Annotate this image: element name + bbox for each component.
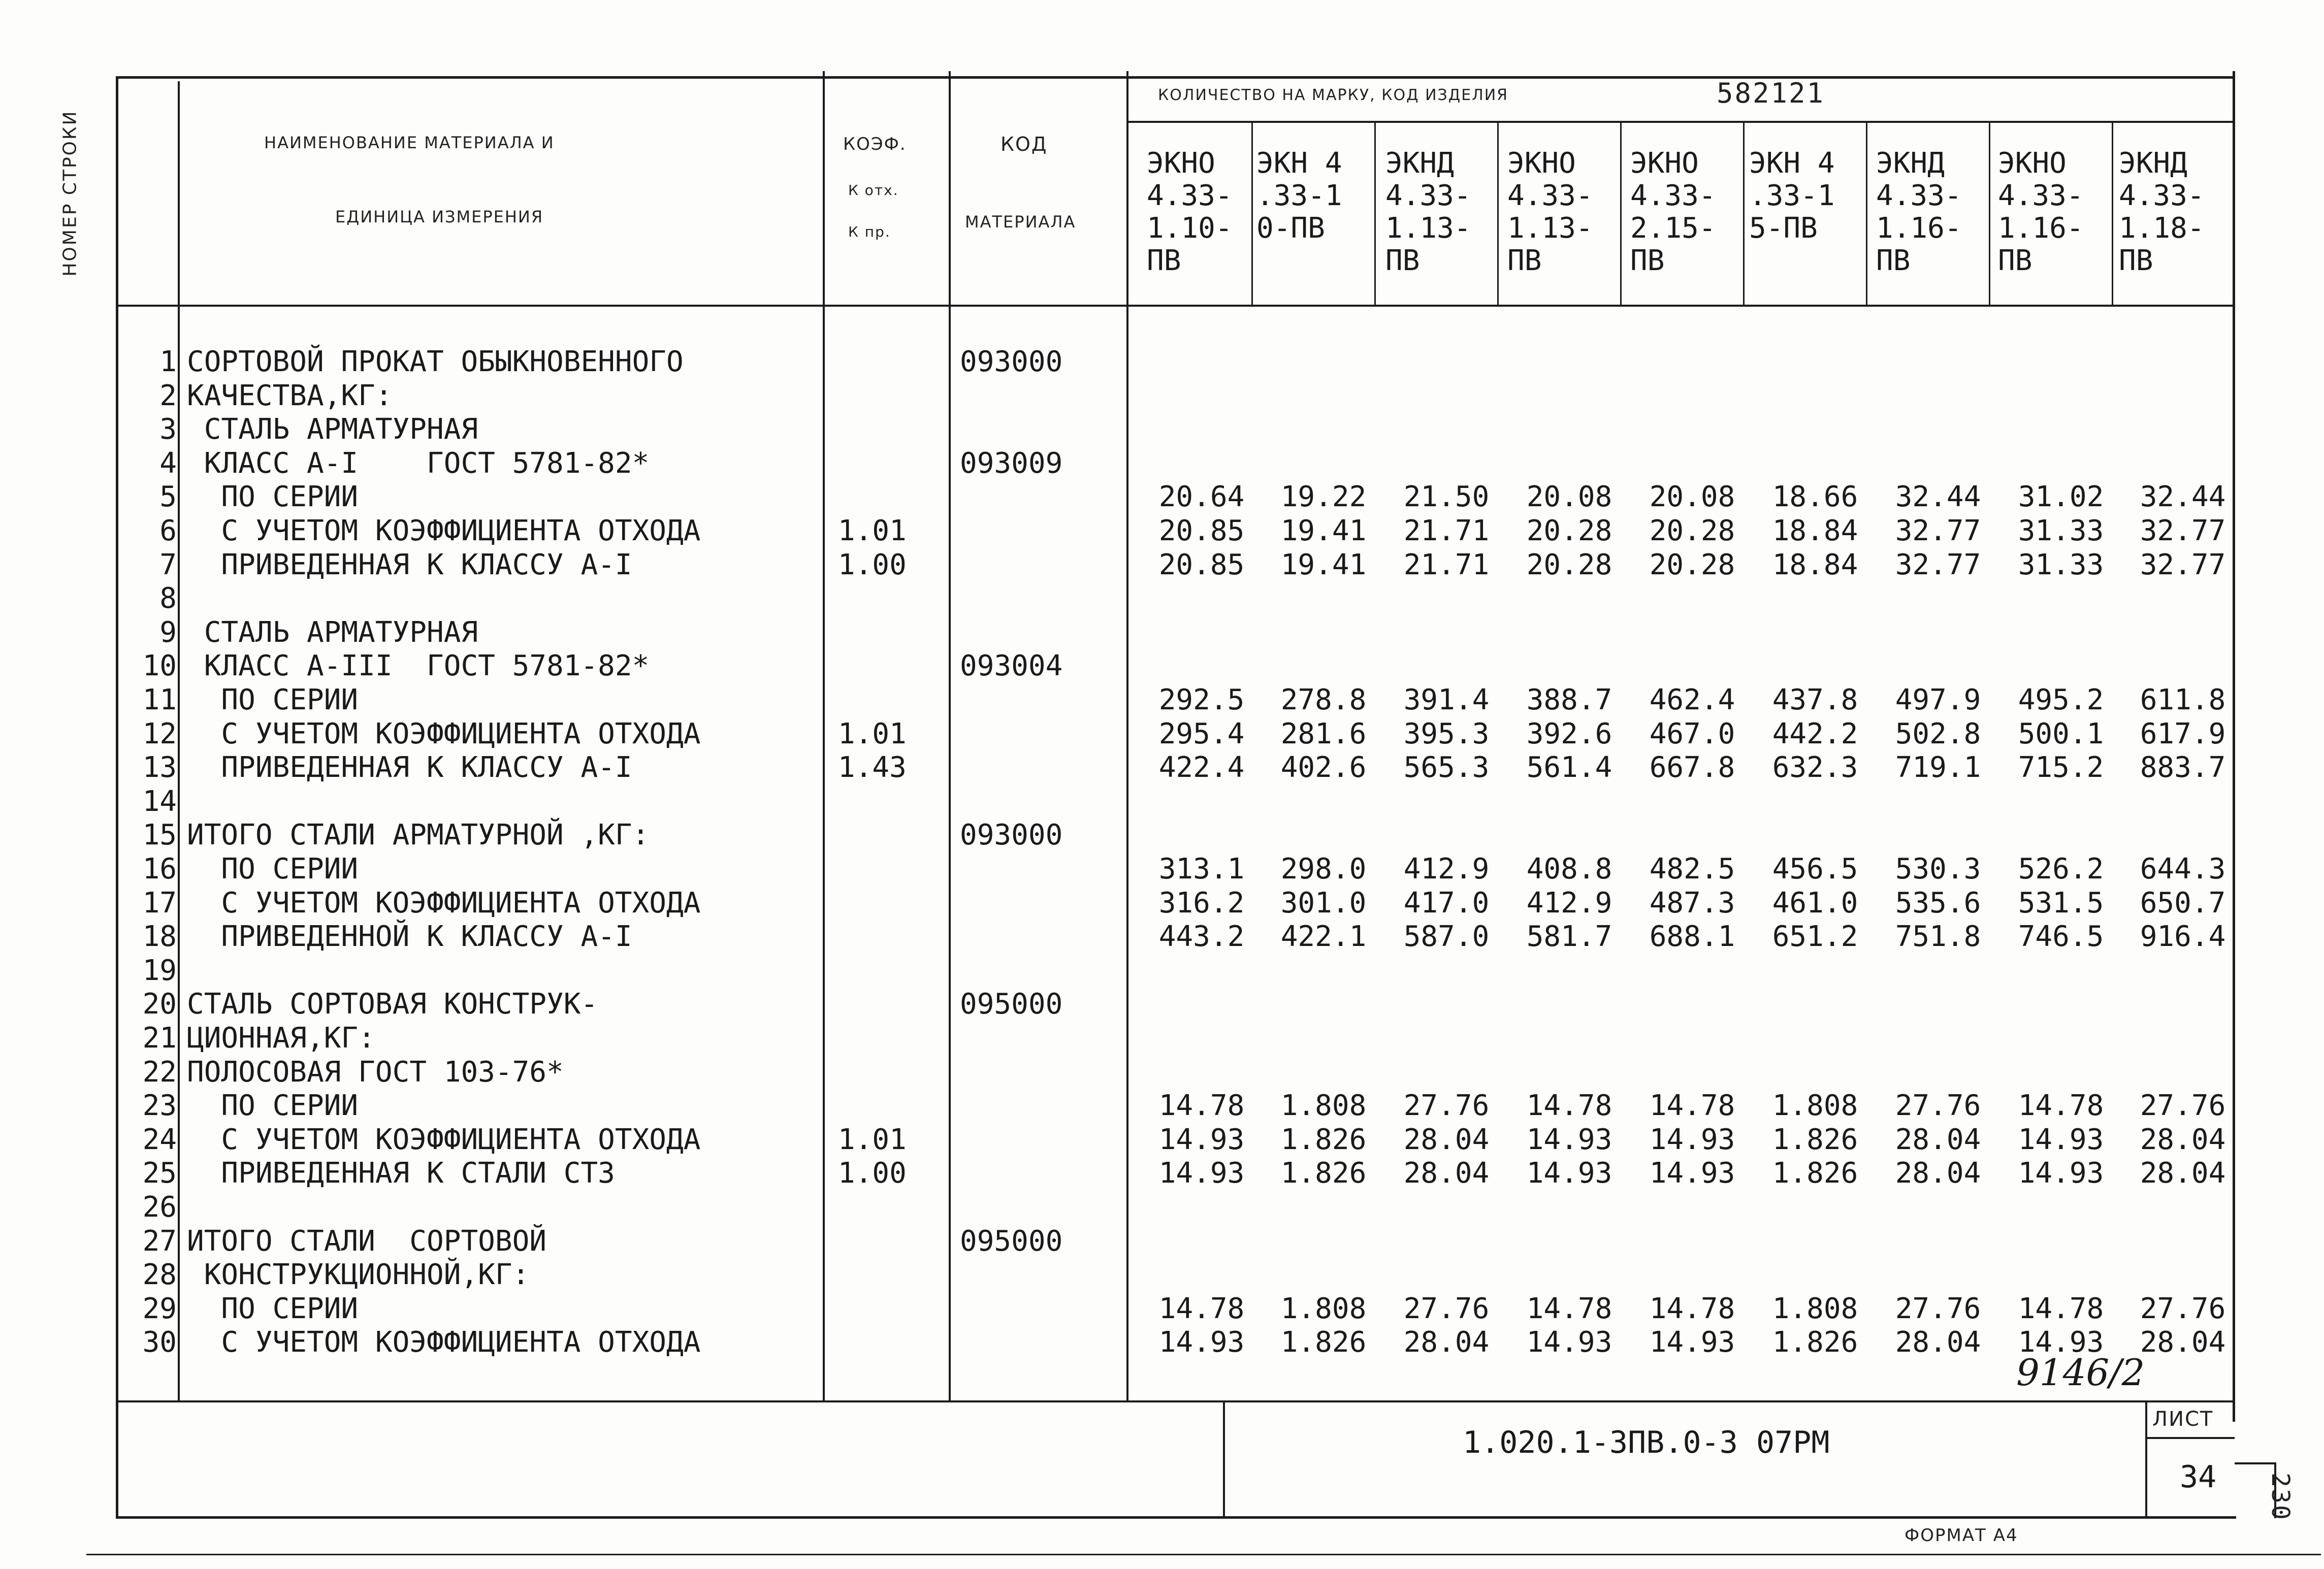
row-value-col-7: 28.04	[1895, 1326, 1981, 1359]
row-number: 19	[142, 954, 177, 987]
val-col-sep-1	[1251, 122, 1253, 306]
row-number: 26	[142, 1191, 177, 1224]
row-value-col-8: 526.2	[2018, 853, 2104, 886]
val-col-sep-6	[1866, 122, 1867, 306]
row-number: 30	[142, 1326, 177, 1359]
row-number: 2	[159, 379, 177, 412]
row-material-name: С УЧЕТОМ КОЭФФИЦИЕНТА ОТХОДА	[187, 887, 701, 920]
row-value-col-6: 1.808	[1772, 1292, 1858, 1325]
row-number: 11	[142, 683, 177, 716]
code-header-line1: КОД	[1000, 133, 1048, 155]
row-value-col-7: 28.04	[1895, 1157, 1981, 1190]
col-sep-code	[1126, 71, 1128, 1401]
row-material-code: 093004	[960, 649, 1063, 682]
val-col-sep-3	[1497, 122, 1499, 306]
column-header-4: ЭКНО 4.33- 1.13- ПВ	[1507, 147, 1593, 277]
column-header-7: ЭКНД 4.33- 1.16- ПВ	[1876, 147, 1962, 277]
row-value-col-7: 497.9	[1895, 683, 1981, 716]
row-material-name: СТАЛЬ АРМАТУРНАЯ	[187, 616, 478, 649]
row-number: 27	[142, 1225, 177, 1258]
row-value-col-4: 14.93	[1526, 1157, 1612, 1190]
row-value-col-5: 20.08	[1649, 480, 1735, 513]
val-col-sep-7	[1989, 122, 1990, 306]
row-value-col-3: 27.76	[1403, 1089, 1490, 1122]
row-value-col-9: 32.77	[2140, 514, 2226, 547]
table-bottom-line	[117, 1400, 2235, 1402]
row-value-col-4: 581.7	[1526, 920, 1612, 953]
row-coefficient: 1.01	[838, 1123, 907, 1156]
row-number: 20	[142, 988, 177, 1021]
row-value-col-7: 28.04	[1895, 1123, 1981, 1156]
row-material-name: ПРИВЕДЕННАЯ К КЛАССУ А-I	[187, 548, 632, 581]
row-value-col-6: 18.84	[1772, 548, 1858, 581]
product-code: 582121	[1717, 77, 1825, 109]
row-material-name: ПОЛОСОВАЯ ГОСТ 103-76*	[187, 1056, 564, 1089]
column-header-1: ЭКНО 4.33- 1.10- ПВ	[1147, 147, 1233, 277]
row-value-col-9: 28.04	[2140, 1157, 2226, 1190]
sheet-number: 34	[2180, 1459, 2217, 1495]
row-value-col-1: 313.1	[1158, 853, 1245, 886]
column-header-8: ЭКНО 4.33- 1.16- ПВ	[1998, 147, 2084, 277]
row-material-name: СТАЛЬ АРМАТУРНАЯ	[187, 413, 478, 446]
row-value-col-8: 715.2	[2018, 751, 2104, 784]
row-value-col-5: 20.28	[1649, 514, 1735, 547]
row-value-col-8: 31.33	[2018, 548, 2104, 581]
row-value-col-8: 31.33	[2018, 514, 2104, 547]
row-value-col-2: 278.8	[1280, 683, 1367, 716]
row-value-col-4: 392.6	[1526, 717, 1612, 750]
row-value-col-3: 21.71	[1403, 514, 1490, 547]
row-material-name: ПО СЕРИИ	[187, 1292, 359, 1325]
row-value-col-7: 32.44	[1895, 480, 1981, 513]
row-value-col-9: 644.3	[2140, 853, 2226, 886]
val-col-sep-5	[1743, 122, 1745, 306]
row-value-col-2: 298.0	[1280, 853, 1367, 886]
row-value-col-4: 20.28	[1526, 548, 1612, 581]
row-material-name: СТАЛЬ СОРТОВАЯ КОНСТРУК-	[187, 988, 598, 1021]
row-value-col-5: 14.93	[1649, 1123, 1735, 1156]
coef-header-line3: К пр.	[848, 223, 891, 240]
row-value-col-9: 28.04	[2140, 1123, 2226, 1156]
row-value-col-8: 500.1	[2018, 717, 2104, 750]
quantity-header-label: КОЛИЧЕСТВО НА МАРКУ, КОД ИЗДЕЛИЯ	[1158, 86, 1509, 104]
row-value-col-5: 482.5	[1649, 853, 1735, 886]
row-value-col-3: 391.4	[1403, 683, 1490, 716]
row-material-name: С УЧЕТОМ КОЭФФИЦИЕНТА ОТХОДА	[187, 514, 701, 547]
row-value-col-9: 27.76	[2140, 1089, 2226, 1122]
row-value-col-7: 502.8	[1895, 717, 1981, 750]
row-value-col-9: 916.4	[2140, 920, 2226, 953]
row-material-name: КАЧЕСТВА,КГ:	[187, 379, 393, 412]
row-material-name: ПО СЕРИИ	[187, 1089, 359, 1122]
row-value-col-9: 28.04	[2140, 1326, 2226, 1359]
row-value-col-8: 14.93	[2018, 1326, 2104, 1359]
row-number: 13	[142, 751, 177, 784]
row-material-name: ПРИВЕДЕННАЯ К СТАЛИ СТ3	[187, 1157, 615, 1190]
val-col-sep-8	[2112, 122, 2113, 306]
name-header-line1: НАИМЕНОВАНИЕ МАТЕРИАЛА И	[264, 133, 555, 152]
row-value-col-3: 27.76	[1403, 1292, 1490, 1325]
row-coefficient: 1.01	[838, 717, 907, 750]
row-material-name: ПО СЕРИИ	[187, 853, 359, 886]
footer-left-line	[116, 1401, 118, 1518]
row-value-col-5: 14.78	[1649, 1292, 1735, 1325]
row-value-col-4: 388.7	[1526, 683, 1612, 716]
row-value-col-7: 32.77	[1895, 548, 1981, 581]
row-number: 10	[142, 649, 177, 682]
row-value-col-4: 20.08	[1526, 480, 1612, 513]
coef-header-line2: К отх.	[848, 182, 899, 199]
row-material-name: ИТОГО СТАЛИ АРМАТУРНОЙ ,КГ:	[187, 819, 650, 852]
quantity-header-line	[1127, 121, 2235, 123]
row-material-name: ПО СЕРИИ	[187, 683, 359, 716]
row-material-name: С УЧЕТОМ КОЭФФИЦИЕНТА ОТХОДА	[187, 1123, 701, 1156]
row-value-col-1: 443.2	[1158, 920, 1245, 953]
row-value-col-7: 530.3	[1895, 853, 1981, 886]
row-material-code: 095000	[960, 988, 1063, 1021]
row-value-col-1: 20.85	[1158, 548, 1245, 581]
row-number: 7	[159, 548, 177, 581]
row-number: 15	[142, 819, 177, 852]
val-col-sep-2	[1374, 122, 1376, 306]
row-number: 21	[142, 1022, 177, 1055]
row-material-code: 093009	[960, 447, 1063, 480]
row-value-col-3: 21.71	[1403, 548, 1490, 581]
row-material-name: С УЧЕТОМ КОЭФФИЦИЕНТА ОТХОДА	[187, 1326, 701, 1359]
row-number: 28	[142, 1258, 177, 1291]
row-number: 3	[159, 413, 177, 446]
code-header-line2: МАТЕРИАЛА	[965, 212, 1076, 232]
row-value-col-8: 14.78	[2018, 1089, 2104, 1122]
row-number: 24	[142, 1123, 177, 1156]
footer-doccode-left	[1223, 1401, 1225, 1517]
row-value-col-3: 417.0	[1403, 887, 1490, 920]
row-value-col-1: 14.93	[1158, 1123, 1245, 1156]
row-value-col-8: 14.78	[2018, 1292, 2104, 1325]
row-material-code: 095000	[960, 1225, 1063, 1258]
name-header-line2: ЕДИНИЦА ИЗМЕРЕНИЯ	[335, 207, 544, 226]
row-number: 4	[159, 447, 177, 480]
column-header-5: ЭКНО 4.33- 2.15- ПВ	[1630, 147, 1716, 277]
row-value-col-2: 19.41	[1280, 514, 1367, 547]
row-value-col-1: 292.5	[1158, 683, 1245, 716]
row-value-col-9: 650.7	[2140, 887, 2226, 920]
row-number: 18	[142, 920, 177, 953]
row-value-col-8: 531.5	[2018, 887, 2104, 920]
row-value-col-5: 14.93	[1649, 1157, 1735, 1190]
row-value-col-1: 316.2	[1158, 887, 1245, 920]
row-value-col-3: 395.3	[1403, 717, 1490, 750]
row-value-col-3: 412.9	[1403, 853, 1490, 886]
row-value-col-1: 295.4	[1158, 717, 1245, 750]
frame-top-line-left	[117, 76, 1133, 78]
row-value-col-9: 32.44	[2140, 480, 2226, 513]
col-sep-name	[823, 71, 825, 1401]
footer-bottom-line	[116, 1516, 2236, 1519]
footer-sheet-mid	[2146, 1437, 2235, 1439]
row-value-col-3: 28.04	[1403, 1157, 1490, 1190]
column-header-2: ЭКН 4 .33-1 0-ПВ	[1256, 147, 1342, 245]
val-col-sep-4	[1620, 122, 1622, 306]
row-value-col-7: 27.76	[1895, 1292, 1981, 1325]
row-value-col-2: 422.1	[1280, 920, 1367, 953]
col-sep-rownum	[178, 81, 180, 1401]
row-coefficient: 1.00	[838, 1157, 907, 1190]
row-number: 12	[142, 717, 177, 750]
row-value-col-2: 19.22	[1280, 480, 1367, 513]
row-value-col-9: 611.8	[2140, 683, 2226, 716]
row-number: 16	[142, 853, 177, 886]
row-value-col-7: 27.76	[1895, 1089, 1981, 1122]
row-value-col-6: 1.826	[1772, 1157, 1858, 1190]
row-value-col-1: 14.78	[1158, 1292, 1245, 1325]
row-value-col-6: 1.808	[1772, 1089, 1858, 1122]
row-value-col-4: 14.78	[1526, 1292, 1612, 1325]
row-value-col-2: 402.6	[1280, 751, 1367, 784]
row-value-col-7: 32.77	[1895, 514, 1981, 547]
row-value-col-5: 487.3	[1649, 887, 1735, 920]
row-value-col-6: 18.66	[1772, 480, 1858, 513]
row-number: 14	[142, 785, 177, 818]
row-value-col-4: 412.9	[1526, 887, 1612, 920]
row-value-col-8: 14.93	[2018, 1157, 2104, 1190]
row-value-col-8: 495.2	[2018, 683, 2104, 716]
row-value-col-7: 751.8	[1895, 920, 1981, 953]
row-value-col-9: 32.77	[2140, 548, 2226, 581]
row-value-col-2: 301.0	[1280, 887, 1367, 920]
row-value-col-4: 14.78	[1526, 1089, 1612, 1122]
row-number: 9	[159, 616, 177, 649]
column-header-6: ЭКН 4 .33-1 5-ПВ	[1749, 147, 1835, 245]
row-material-name: ЦИОННАЯ,КГ:	[187, 1022, 375, 1055]
row-value-col-2: 1.826	[1280, 1157, 1367, 1190]
row-number: 29	[142, 1292, 177, 1325]
row-value-col-7: 719.1	[1895, 751, 1981, 784]
row-value-col-6: 632.3	[1772, 751, 1858, 784]
footer-sheet-left	[2145, 1401, 2147, 1517]
row-value-col-6: 1.826	[1772, 1123, 1858, 1156]
row-number: 22	[142, 1056, 177, 1089]
row-number: 23	[142, 1089, 177, 1122]
row-material-name: ПРИВЕДЕННОЙ К КЛАССУ А-I	[187, 920, 632, 953]
row-value-col-5: 20.28	[1649, 548, 1735, 581]
row-value-col-9: 27.76	[2140, 1292, 2226, 1325]
row-value-col-3: 565.3	[1403, 751, 1490, 784]
row-number: 25	[142, 1157, 177, 1190]
row-value-col-5: 467.0	[1649, 717, 1735, 750]
row-value-col-2: 1.826	[1280, 1326, 1367, 1359]
header-bottom-line	[117, 305, 2235, 307]
col-sep-coef	[949, 71, 951, 1401]
row-material-name: СОРТОВОЙ ПРОКАТ ОБЫКНОВЕННОГО	[187, 345, 684, 378]
row-number: 1	[159, 345, 177, 378]
row-value-col-1: 14.93	[1158, 1157, 1245, 1190]
row-value-col-6: 18.84	[1772, 514, 1858, 547]
row-value-col-5: 462.4	[1649, 683, 1735, 716]
row-material-name: КЛАСС А-I ГОСТ 5781-82*	[187, 447, 650, 480]
row-value-col-1: 14.93	[1158, 1326, 1245, 1359]
row-value-col-6: 1.826	[1772, 1326, 1858, 1359]
coef-header-line1: КОЭФ.	[843, 134, 907, 154]
page-bottom-rule	[86, 1554, 2321, 1555]
column-header-3: ЭКНД 4.33- 1.13- ПВ	[1385, 147, 1471, 277]
row-value-col-8: 31.02	[2018, 480, 2104, 513]
row-value-col-8: 14.93	[2018, 1123, 2104, 1156]
row-material-name: ПО СЕРИИ	[187, 480, 359, 513]
handwritten-number: 9146/2	[2016, 1351, 2145, 1394]
row-value-col-3: 21.50	[1403, 480, 1490, 513]
row-value-col-6: 461.0	[1772, 887, 1858, 920]
row-value-col-4: 408.8	[1526, 853, 1612, 886]
row-material-name: С УЧЕТОМ КОЭФФИЦИЕНТА ОТХОДА	[187, 717, 701, 750]
row-value-col-5: 667.8	[1649, 751, 1735, 784]
row-value-col-4: 14.93	[1526, 1123, 1612, 1156]
row-material-code: 093000	[960, 345, 1063, 378]
sheet-label: ЛИСТ	[2152, 1408, 2214, 1431]
row-value-col-6: 651.2	[1772, 920, 1858, 953]
row-value-col-2: 1.808	[1280, 1292, 1367, 1325]
row-value-col-6: 437.8	[1772, 683, 1858, 716]
document-code: 1.020.1-3ПВ.0-3 07РМ	[1463, 1425, 1830, 1460]
row-value-col-2: 1.826	[1280, 1123, 1367, 1156]
row-value-col-6: 442.2	[1772, 717, 1858, 750]
row-value-col-9: 617.9	[2140, 717, 2226, 750]
row-value-col-4: 20.28	[1526, 514, 1612, 547]
row-value-col-2: 1.808	[1280, 1089, 1367, 1122]
row-value-col-4: 14.93	[1526, 1326, 1612, 1359]
row-value-col-3: 587.0	[1403, 920, 1490, 953]
row-value-col-5: 14.93	[1649, 1326, 1735, 1359]
side-page-number: 230	[2266, 1473, 2295, 1521]
row-value-col-8: 746.5	[2018, 920, 2104, 953]
row-value-col-5: 14.78	[1649, 1089, 1735, 1122]
row-value-col-1: 422.4	[1158, 751, 1245, 784]
row-number-header: НОМЕР СТРОКИ	[59, 110, 81, 277]
row-value-col-3: 28.04	[1403, 1123, 1490, 1156]
row-value-col-7: 535.6	[1895, 887, 1981, 920]
row-value-col-2: 281.6	[1280, 717, 1367, 750]
row-material-name: КОНСТРУКЦИОННОЙ,КГ:	[187, 1258, 530, 1291]
row-number: 8	[159, 582, 177, 615]
row-number: 6	[159, 514, 177, 547]
row-value-col-5: 688.1	[1649, 920, 1735, 953]
row-material-name: ИТОГО СТАЛИ СОРТОВОЙ	[187, 1225, 547, 1258]
row-coefficient: 1.00	[838, 548, 907, 581]
row-value-col-1: 14.78	[1158, 1089, 1245, 1122]
row-value-col-1: 20.85	[1158, 514, 1245, 547]
row-value-col-1: 20.64	[1158, 480, 1245, 513]
row-value-col-2: 19.41	[1280, 548, 1367, 581]
row-material-name: КЛАСС А-III ГОСТ 5781-82*	[187, 649, 650, 682]
row-coefficient: 1.43	[838, 751, 907, 784]
row-coefficient: 1.01	[838, 514, 907, 547]
format-label: ФОРМАТ А4	[1905, 1525, 2018, 1546]
row-number: 5	[159, 480, 177, 513]
row-material-code: 093000	[960, 819, 1063, 852]
row-value-col-6: 456.5	[1772, 853, 1858, 886]
column-header-9: ЭКНД 4.33- 1.18- ПВ	[2119, 147, 2205, 277]
row-number: 17	[142, 887, 177, 920]
row-material-name: ПРИВЕДЕННАЯ К КЛАССУ А-I	[187, 751, 632, 784]
row-value-col-3: 28.04	[1403, 1326, 1490, 1359]
row-value-col-4: 561.4	[1526, 751, 1612, 784]
row-value-col-9: 883.7	[2140, 751, 2226, 784]
